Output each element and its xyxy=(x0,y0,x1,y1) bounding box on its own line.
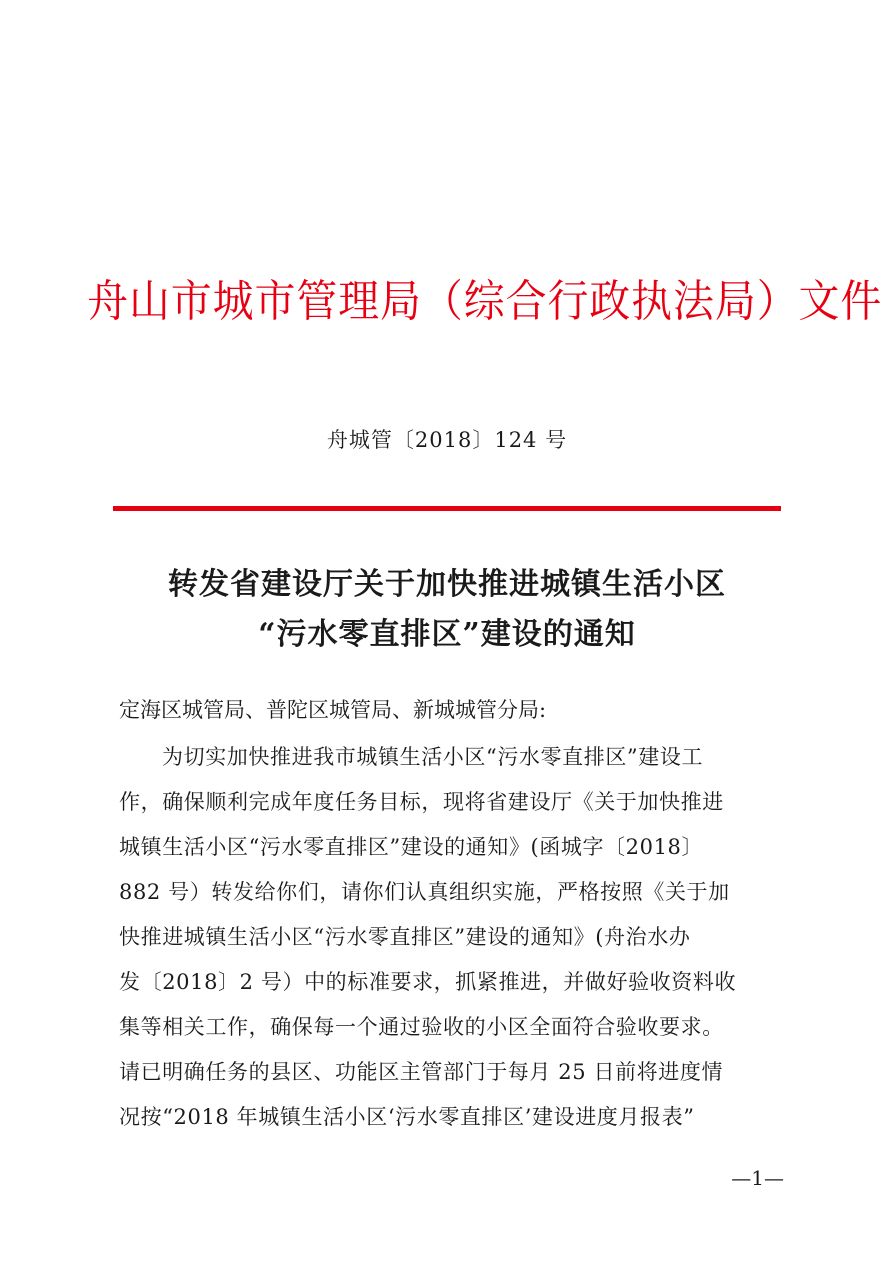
body-line: 发〔2018〕2 号）中的标准要求，抓紧推进，并做好验收资料收 xyxy=(119,970,737,994)
body-line: 集等相关工作，确保每一个通过验收的小区全面符合验收要求。 xyxy=(119,1015,724,1039)
issuer-header: 舟山市城市管理局（综合行政执法局）文件 xyxy=(87,276,883,327)
title-line-1: 转发省建设厅关于加快推进城镇生活小区 xyxy=(168,567,726,602)
document-title xyxy=(80,560,814,660)
body-line: 为切实加快推进我市城镇生活小区“污水零直排区”建设工 xyxy=(162,745,704,769)
document-number: 舟城管〔2018〕124 号 xyxy=(326,428,568,452)
body-line: 请已明确任务的县区、功能区主管部门于每月 25 日前将进度情 xyxy=(119,1060,724,1084)
body-line: 作，确保顺利完成年度任务目标，现将省建设厅《关于加快推进 xyxy=(119,790,724,814)
body-line: 882 号）转发给你们，请你们认真组织实施，严格按照《关于加 xyxy=(119,880,730,904)
body-line: 快推进城镇生活小区“污水零直排区”建设的通知》(舟治水办 xyxy=(119,925,691,949)
body-paragraph xyxy=(119,735,784,1140)
body-line: 况按“2018 年城镇生活小区‘污水零直排区’建设进度月报表” xyxy=(119,1105,695,1129)
page-number: —1— xyxy=(731,1166,784,1190)
body-line: 城镇生活小区“污水零直排区”建设的通知》(函城字〔2018〕 xyxy=(119,835,704,859)
red-divider xyxy=(113,506,781,511)
recipient-line: 定海区城管局、普陀区城管局、新城城管分局: xyxy=(119,698,547,722)
title-line-2: “污水零直排区”建设的通知 xyxy=(258,617,636,652)
